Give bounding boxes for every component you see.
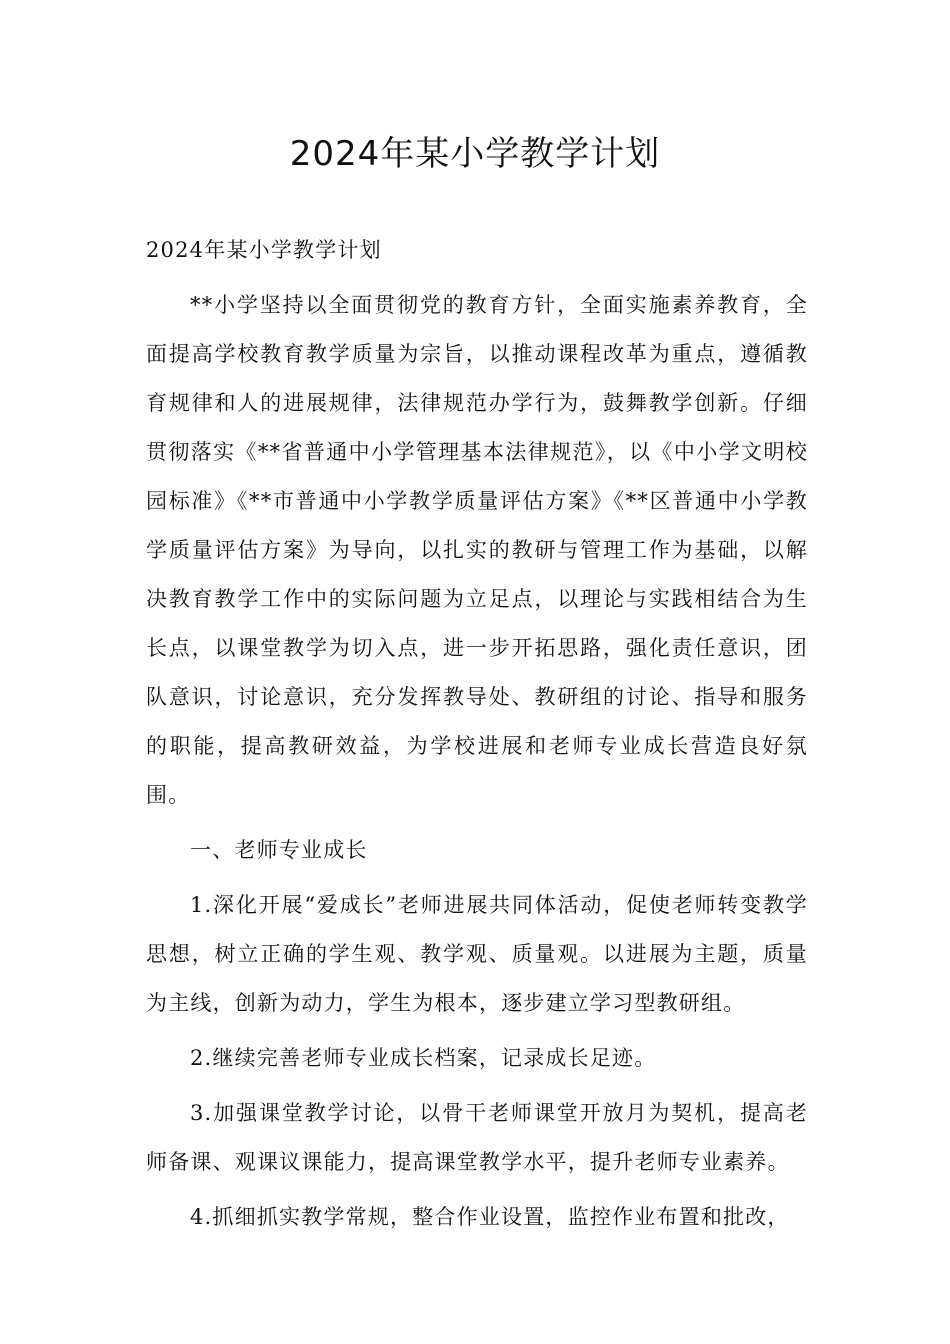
list-item: 1.深化开展“爱成长”老师进展共同体活动，促使老师转变教学思想，树立正确的学生观、教学观、质量观。以进展为主题，质量为主线，创新为动力，学生为根本，逐步建立学习型教研组。 [146,893,808,1015]
document-title: 2024年某小学教学计划 [289,134,661,174]
list-item: 3.加强课堂教学讨论，以骨干老师课堂开放月为契机，提高老师备课、观课议课能力，提高课堂教学水平，提升老师专业素养。 [146,1101,808,1174]
section-heading: 一、老师专业成长 [190,838,368,862]
list-item: 2.继续完善老师专业成长档案，记录成长足迹。 [190,1046,657,1070]
document-subtitle: 2024年某小学教学计划 [146,238,382,262]
intro-paragraph: **小学坚持以全面贯彻党的教育方针，全面实施素养教育，全面提高学校教育教学质量为宗旨，以推动课程改革为重点，遵循教育规律和人的进展规律，法律规范办学行为，鼓舞教学创新。仔细贯彻落实《**省普通中小学管理基本法律规范》，以《中小学文明校园标准》《**市普通中小学教学质量评估方案》《**区普通中小学教学质量评估方案》为导向，以扎实的教研与管理工作为基础，以解决教育教学工作中的实际问题为立足点，以理论与实践相结合为生长点，以课堂教学为切入点，进一步开拓思路，强化责任意识，团队意识，讨论意识，充分发挥教导处、教研组的讨论、指导和服务的职能，提高教研效益，为学校进展和老师专业成长营造良好氛围。 [146,293,808,807]
list-item: 4.抓细抓实教学常规，整合作业设置，监控作业布置和批改， [190,1205,790,1229]
document-body [146,226,808,1242]
